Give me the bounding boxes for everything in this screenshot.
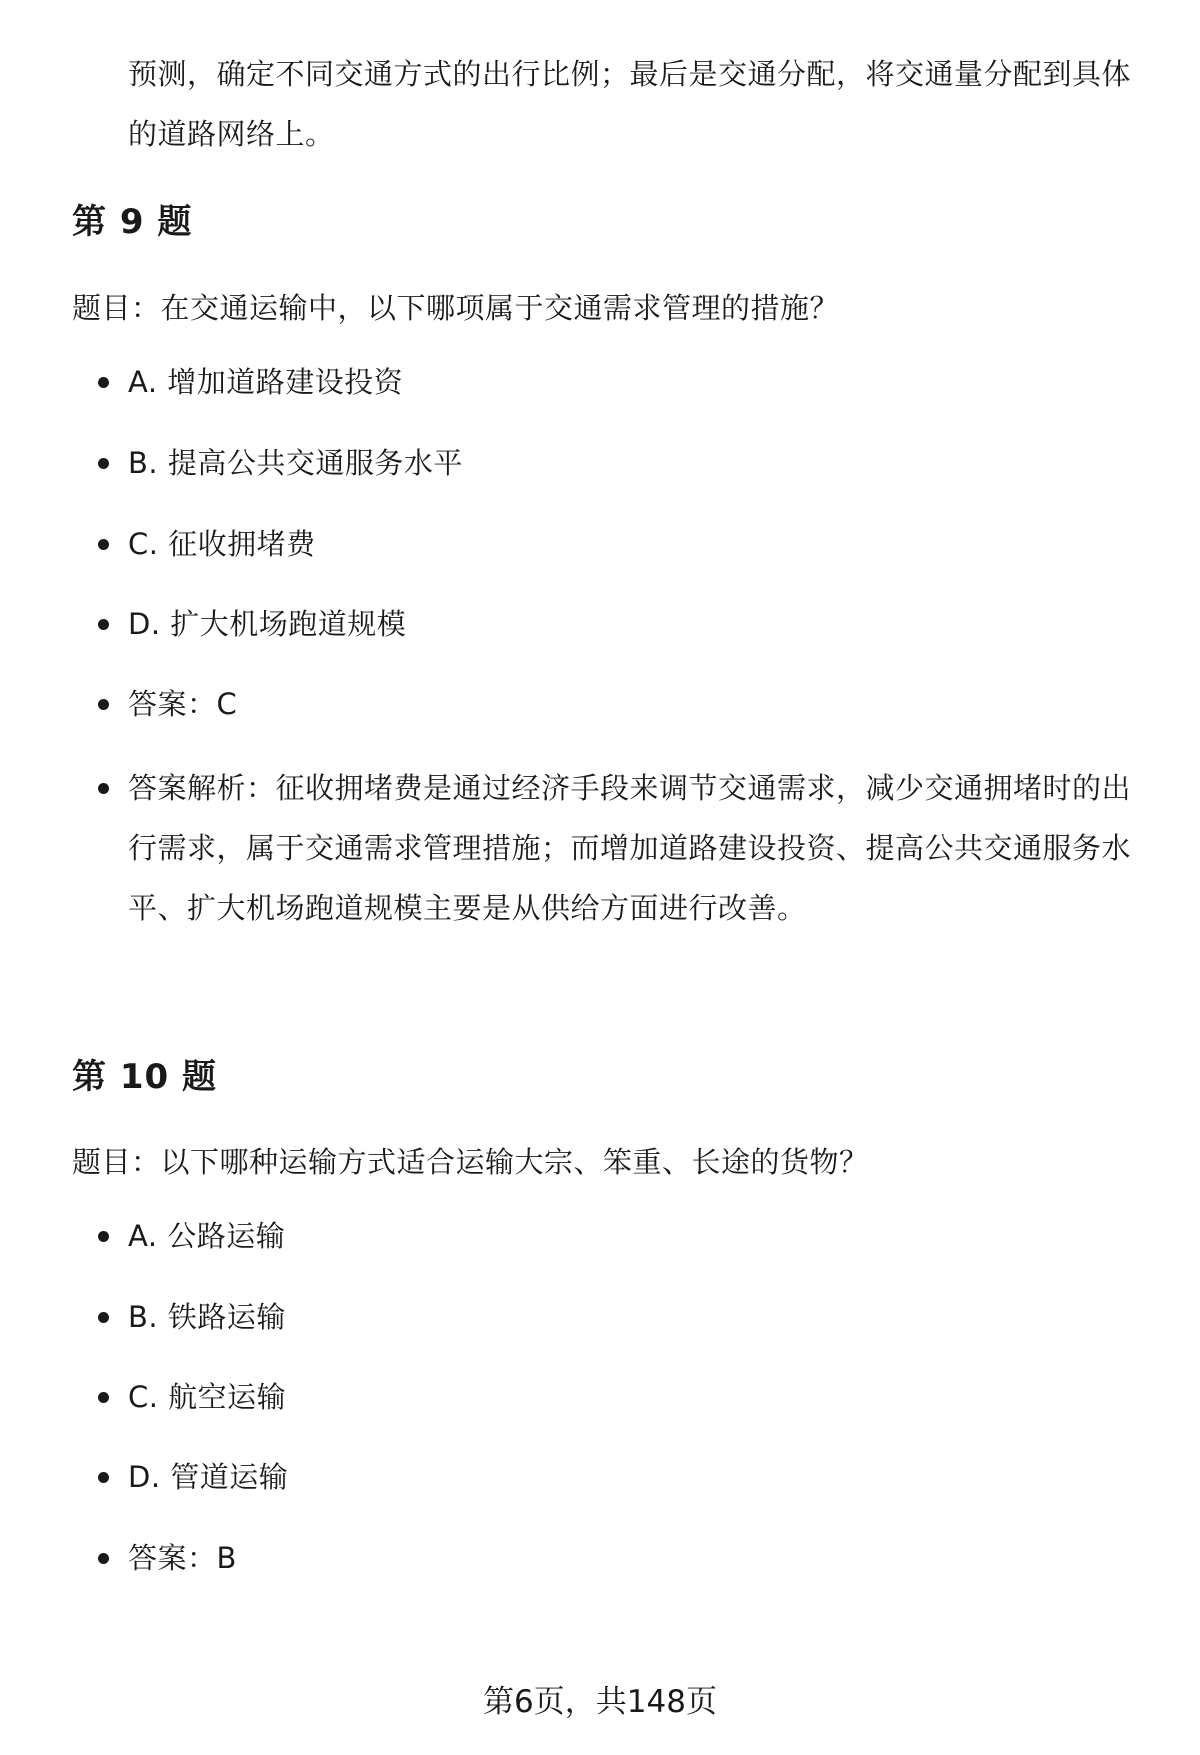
question-9-answer [96,674,1148,734]
question-9-option-b [96,433,1148,493]
option-text: B. 铁路运输 [128,1300,286,1334]
question-10-option-d [96,1447,1148,1507]
option-text: A. 增加道路建设投资 [128,365,404,399]
question-9-heading: 第 9 题 [72,202,193,242]
explanation-text: 答案解析：征收拥堵费是通过经济手段来调节交通需求，减少交通拥堵时的出行需求，属于交通需求管理措施；而增加道路建设投资、提高公共交通服务水平、扩大机场跑道规模主要是从供给方面进行改善。 [128,771,1132,925]
question-10-heading: 第 10 题 [72,1057,217,1097]
option-text: D. 扩大机场跑道规模 [128,607,407,641]
option-text: C. 航空运输 [128,1380,287,1414]
question-10-answer [96,1528,1148,1588]
answer-text: 答案：B [128,1541,237,1575]
intro-continuation-paragraph: 预测，确定不同交通方式的出行比例；最后是交通分配，将交通量分配到具体的道路网络上。 [128,57,1132,151]
option-text: C. 征收拥堵费 [128,527,316,561]
question-9-option-c [96,514,1148,574]
question-10-option-a [96,1206,1148,1266]
question-10-option-b [96,1287,1148,1347]
question-10-option-c [96,1367,1148,1427]
question-9-stem: 题目：在交通运输中，以下哪项属于交通需求管理的措施？ [72,291,840,325]
answer-text: 答案：C [128,687,238,721]
option-text: A. 公路运输 [128,1219,286,1253]
page-footer: 第6页，共148页 [483,1684,717,1720]
question-10-stem: 题目：以下哪种运输方式适合运输大宗、笨重、长途的货物？ [72,1145,869,1179]
question-9-option-a [96,352,1148,412]
option-text: D. 管道运输 [128,1460,289,1494]
question-9-explanation [96,758,1148,938]
question-9-option-d [96,594,1148,654]
option-text: B. 提高公共交通服务水平 [128,446,463,480]
